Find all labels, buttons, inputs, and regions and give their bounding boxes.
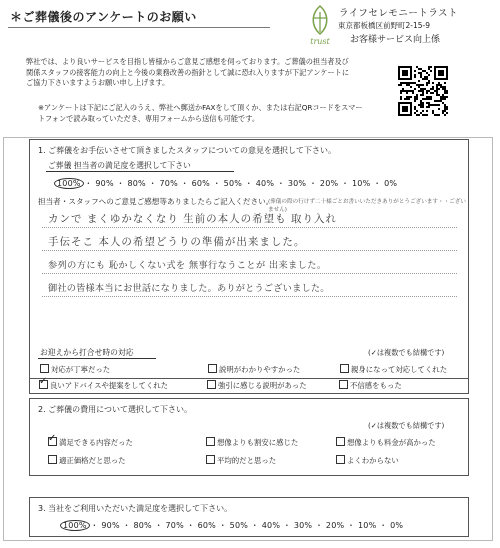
scale-option[interactable]: 10% (357, 521, 377, 530)
checkbox-polite[interactable]: 対応が丁寧だった (40, 364, 110, 375)
scale-separator: ・ (151, 521, 166, 530)
scale-option[interactable]: 50% (229, 521, 249, 530)
scale-option[interactable]: 70% (159, 179, 178, 188)
scale-separator: ・ (338, 179, 352, 188)
staff-satisfaction-heading: ご葬儀 担当者の満足度を選択して下さい (48, 161, 191, 170)
scale-separator: ・ (376, 521, 391, 530)
scale-option[interactable]: 40% (261, 521, 281, 530)
department-name: お客様サービス向上係 (350, 35, 441, 45)
scale-separator: ・ (209, 179, 224, 188)
checkbox-box[interactable] (206, 455, 215, 464)
scale-separator: ・ (177, 179, 192, 188)
checkbox-box[interactable] (48, 437, 57, 446)
checkbox-pushy[interactable]: 強引に感じる説明があった (207, 380, 307, 391)
submission-note: ※アンケートは下記にご記入のうえ、弊社へ郵送かFAXをして頂くか、または右記QRコードをスマートフォンで読み取っていただき、専用フォームから送信も可能です。 (38, 103, 363, 123)
checkbox-good-advice[interactable]: ✓良いアドバイスや提案をしてくれた (39, 380, 168, 391)
checkbox-cheaper[interactable]: 想像よりも割安に感じた (206, 437, 298, 448)
checkbox-box[interactable] (206, 437, 215, 446)
comment-line (42, 227, 457, 228)
scale-option[interactable]: 20% (325, 521, 345, 530)
checkbox-box[interactable] (336, 455, 345, 464)
section1-question: 1. ご葬儀をお手伝いさせて頂きましたスタッフについての意見を選択して下さい。 (38, 146, 337, 155)
scale-option[interactable]: 100% (60, 520, 90, 531)
multi-select-note: (✓は複数でも結構です) (368, 348, 445, 357)
scale-option[interactable]: 30% (293, 521, 313, 530)
scale-option[interactable]: 70% (165, 521, 184, 530)
company-name: ライフセレモニートラスト (339, 8, 459, 19)
checkbox-distrust[interactable]: 不信感をもった (339, 380, 402, 391)
checkbox-box[interactable] (336, 437, 345, 446)
comment-line (42, 296, 457, 297)
scale-separator: ・ (312, 521, 326, 530)
scale-option[interactable]: 60% (191, 179, 210, 188)
section-overall (29, 497, 469, 537)
checkbox-box[interactable] (340, 364, 349, 373)
intro-paragraph: 弊社では、より良いサービスを目指し皆様からご意見ご感想を伺っております。ご葬儀の担当者及び関係スタッフの接客能力の向上と今後の業務改善の指針として誠に恐れ入りますが下記アンケートにご協力下さいますようお願い申し上げます。 (26, 57, 350, 87)
scale-option[interactable]: 80% (133, 521, 152, 530)
scale-separator: ・ (370, 179, 385, 188)
comment-line (42, 250, 457, 251)
checkbox-satisfied[interactable]: ✓満足できる内容だった (48, 437, 133, 448)
checkbox-unsure[interactable]: よくわからない (336, 455, 399, 466)
scale-option[interactable]: 60% (197, 521, 216, 530)
scale-option[interactable]: 20% (319, 179, 339, 188)
scale-separator: ・ (113, 179, 128, 188)
heading-underline (46, 171, 234, 172)
checkbox-expensive[interactable]: 想像よりも料金が高かった (336, 437, 436, 448)
scale-separator: ・ (87, 521, 102, 530)
scale-option[interactable]: 90% (101, 521, 120, 530)
logo-text: trust (310, 37, 330, 46)
company-logo (305, 4, 335, 48)
comment-line-2: 手伝そこ 本人の希望どうりの準備が出来ました。 (48, 236, 306, 248)
checkbox-caring[interactable]: 親身になって対応してくれた (340, 364, 447, 375)
section3-question: 3. 当社をご利用いただいた満足度を選択して下さい。 (38, 504, 233, 513)
survey-title: ＊ご葬儀後のアンケートのお願い (10, 10, 197, 24)
scale-separator: ・ (119, 521, 134, 530)
comment-prompt: 担当者・スタッフへのご意見ご感想等ありましたらご記入ください。 (38, 197, 274, 206)
scale-separator: ・ (274, 179, 288, 188)
scale-option[interactable]: 10% (351, 179, 371, 188)
section-cost (29, 398, 469, 476)
scale-option[interactable]: 40% (255, 179, 275, 188)
scale-option[interactable]: 100% (54, 178, 84, 189)
scale-separator: ・ (280, 521, 294, 530)
checkbox-box[interactable] (48, 455, 57, 464)
scale-separator: ・ (215, 521, 230, 530)
qr-code[interactable] (398, 66, 448, 116)
scale-option[interactable]: 80% (127, 179, 146, 188)
multi-select-note: (✓は複数でも結構です) (368, 421, 445, 430)
scale-separator: ・ (242, 179, 256, 188)
overall-satisfaction-scale[interactable] (62, 520, 403, 531)
comment-line-3: 参列の方にも 恥かしくない式を 無事行なうことが 出来ました。 (48, 260, 327, 271)
checkbox-fair-price[interactable]: 適正価格だと思った (48, 455, 126, 466)
section-staff-bottom (29, 378, 469, 394)
reception-heading: お迎えから打合せ時の対応 (40, 348, 134, 357)
scale-option[interactable]: 30% (287, 179, 307, 188)
title-underline (8, 27, 270, 28)
scale-separator: ・ (344, 521, 358, 530)
scale-option[interactable]: 50% (223, 179, 243, 188)
scale-separator: ・ (248, 521, 262, 530)
scale-option[interactable]: 0% (390, 521, 404, 530)
comment-line (42, 273, 457, 274)
scale-separator: ・ (145, 179, 160, 188)
staff-satisfaction-scale[interactable] (56, 178, 397, 189)
scale-separator: ・ (183, 521, 198, 530)
checkbox-clear-explanation[interactable]: 説明がわかりやすかった (208, 364, 300, 375)
comment-line-1: カンで まくゆかなくなり 生前の本人の希望も 取り入れ (48, 213, 338, 225)
scale-option[interactable]: 0% (384, 179, 398, 188)
company-address: 東京都板橋区前野町2-15-9 (338, 21, 430, 30)
checkbox-average[interactable]: 平均的だと思った (206, 455, 276, 466)
section-staff (29, 139, 469, 379)
checkbox-box[interactable] (208, 364, 217, 373)
checkbox-box[interactable] (40, 364, 49, 373)
comment-line-4: 御社の皆様本当にお世話になりました。ありがとうございました。 (48, 283, 330, 294)
comment-note: (葬儀の際の行けず二十様ごとお書いいただきありがとうございます・・ございません) (268, 199, 466, 213)
scale-option[interactable]: 90% (95, 179, 114, 188)
heading-underline (38, 358, 156, 359)
section2-question: 2. ご葬儀の費用について選択して下さい。 (38, 405, 193, 414)
scale-separator: ・ (81, 179, 96, 188)
scale-separator: ・ (306, 179, 320, 188)
